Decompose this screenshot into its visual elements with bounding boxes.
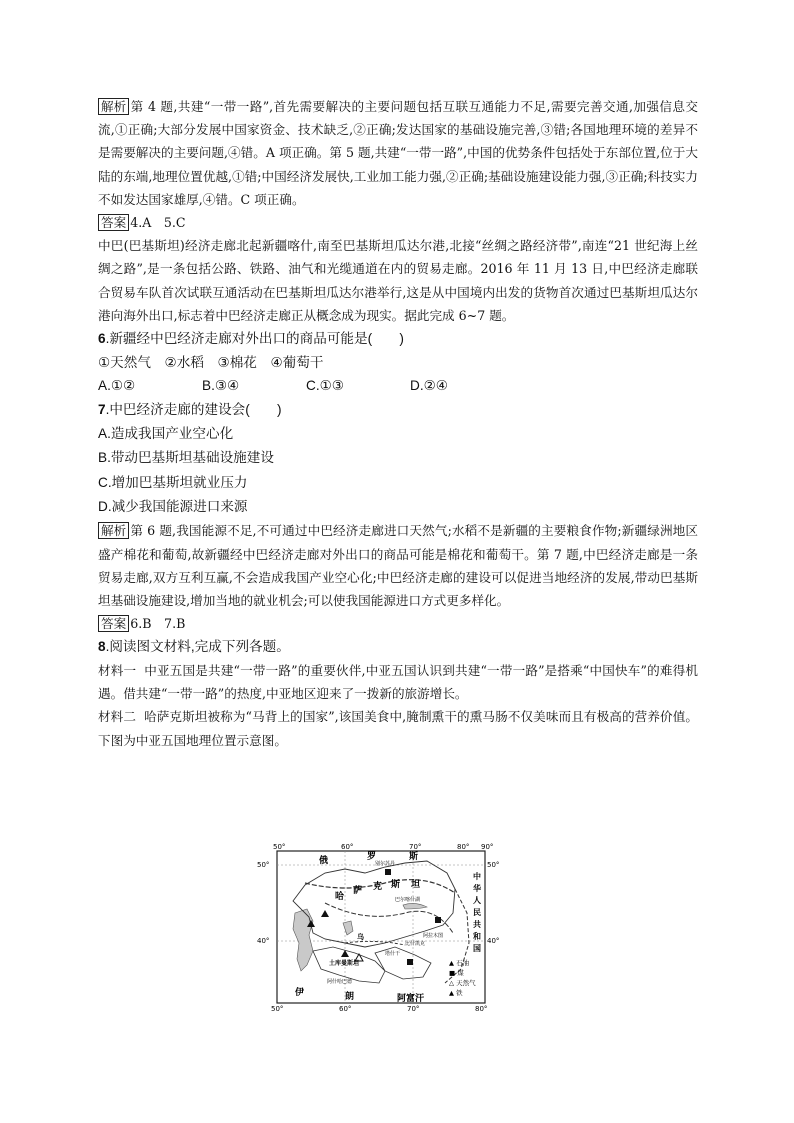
material-label: 材料一 bbox=[98, 663, 137, 679]
place-label: 阿拉木图 bbox=[423, 933, 444, 939]
central-asia-map bbox=[255, 843, 505, 1013]
country-label: 朗 bbox=[345, 992, 355, 1002]
answer-6-7 bbox=[98, 612, 698, 635]
china-label: 华 bbox=[473, 884, 481, 893]
china-label: 和 bbox=[473, 932, 481, 941]
question-number: 8 bbox=[98, 639, 106, 655]
page-content bbox=[98, 95, 698, 752]
material-2 bbox=[98, 705, 698, 751]
analysis-tag: 解析 bbox=[98, 522, 129, 539]
question-7 bbox=[98, 398, 698, 422]
analysis-4-5 bbox=[98, 95, 698, 211]
question-6 bbox=[98, 327, 698, 351]
lon-label: 70° bbox=[407, 1005, 420, 1013]
lat-label: 50° bbox=[257, 861, 270, 869]
answer-tag: 答案 bbox=[98, 214, 129, 231]
lon-label: 60° bbox=[341, 843, 354, 851]
country-label: 阿富汗 bbox=[397, 994, 425, 1004]
answer-text: 6.B 7.B bbox=[130, 616, 186, 632]
analysis-6-7 bbox=[98, 519, 698, 612]
place-label: 塔什干 bbox=[385, 951, 401, 957]
question-6-items: ①天然气 ②水稻 ③棉花 ④葡萄干 bbox=[98, 354, 324, 370]
china-label: 中 bbox=[473, 872, 481, 881]
analysis-text: 第 4 题,共建“一带一路”,首先需要解决的主要问题包括互联互通能力不足,需要完善交通,加强信息交流,①正确;大部分发展中国家资金、技术缺乏,②正确;发达国家的基础设施完善,③错;各国地理环境的差异不是需要解决的主要问题,④错。A 项正确。第 5 题,共建“一带一路”,中国的优势条件包括处于东部位置,位于大陆的东端,地理位置优越,①错;中国经济发展快,工业加工能力强,②正确;基础设施建设能力强,③正确;科技实力不如发达国家雄厚,④错。C 项正确。 bbox=[98, 99, 698, 207]
analysis-tag: 解析 bbox=[98, 98, 129, 115]
china-label: 国 bbox=[473, 944, 481, 953]
option-d[interactable]: D.②④ bbox=[410, 378, 448, 394]
lon-label: 50° bbox=[273, 843, 286, 851]
material-text: 哈萨克斯坦被称为“马背上的国家”,该国美食中,腌制熏干的熏马肠不仅美味而且有极高的营养价值。下图为中亚五国地理位置示意图。 bbox=[98, 709, 698, 748]
question-stem: .阅读图文材料,完成下列各题。 bbox=[105, 639, 290, 655]
analysis-text: 第 6 题,我国能源不足,不可通过中巴经济走廊进口天然气;水稻不是新疆的主要粮食作物;新疆绿洲地区盛产棉花和葡萄,故新疆经中巴经济走廊对外出口的商品可能是棉花和葡萄干。第 7 题,中巴经济走廊是一条贸易走廊,双方互利互赢,不会造成我国产业空心化;中巴经济走廊的建设可以促进当地经济的发展,带动巴基斯坦基础设施建设,增加当地的就业机会;可以使我国能源进口方式更多样化。 bbox=[98, 523, 698, 609]
country-label: 哈 bbox=[335, 892, 345, 902]
lat-label: 40° bbox=[487, 937, 500, 945]
china-label: 民 bbox=[473, 908, 481, 917]
lon-label: 60° bbox=[339, 1005, 352, 1013]
legend-oil: ▲ 石油 bbox=[449, 959, 470, 967]
legend-coal: ■ 煤 bbox=[449, 969, 464, 977]
place-label: 别尔苏丹 bbox=[375, 861, 396, 867]
option-a[interactable]: A.造成我国产业空心化 bbox=[98, 425, 234, 441]
lon-label: 50° bbox=[271, 1005, 284, 1013]
answer-text: 4.A 5.C bbox=[130, 215, 186, 231]
lat-label: 40° bbox=[257, 937, 270, 945]
question-stem: .新疆经中巴经济走廊对外出口的商品可能是( ) bbox=[105, 331, 404, 347]
country-label: 萨 bbox=[353, 886, 363, 896]
option-d[interactable]: D.减少我国能源进口来源 bbox=[98, 499, 248, 515]
material-label: 材料二 bbox=[98, 709, 137, 725]
country-label: 伊 bbox=[295, 988, 305, 998]
legend-gas: △ 天然气 bbox=[449, 979, 476, 987]
question-stem: .中巴经济走廊的建设会( ) bbox=[105, 402, 282, 418]
question-8 bbox=[98, 635, 698, 659]
option-c[interactable]: C.增加巴基斯坦就业压力 bbox=[98, 474, 248, 490]
material-1 bbox=[98, 659, 698, 705]
question-number: 7 bbox=[98, 402, 106, 418]
china-label: 人 bbox=[473, 896, 481, 905]
question-number: 6 bbox=[98, 331, 106, 347]
option-c[interactable]: C.①③ bbox=[306, 378, 344, 394]
lon-label: 80° bbox=[457, 843, 470, 851]
option-b[interactable]: B.带动巴基斯坦基础设施建设 bbox=[98, 450, 274, 466]
lon-label: 80° bbox=[475, 1005, 488, 1013]
material-text: 中亚五国是共建“一带一路”的重要伙伴,中亚五国认识到共建“一带一路”是搭乘“中国快车”的难得机遇。借共建“一带一路”的热度,中亚地区迎来了一拨新的旅游增长。 bbox=[98, 663, 698, 702]
place-label: 土库曼斯坦 bbox=[329, 960, 360, 967]
material-6-7: 中巴(巴基斯坦)经济走廊北起新疆喀什,南至巴基斯坦瓜达尔港,北接“丝绸之路经济带”,南连“21 世纪海上丝绸之路”,是一条包括公路、铁路、油气和光缆通道在内的贸易走廊。2016 年 11 月 13 日,中巴经济走廊联合贸易车队首次试联互通活动在巴基斯坦瓜达尔港举行,这是从中国境内出发的货物首次通过巴基斯坦瓜达尔港向海外出口,标志着中巴经济走廊正从概念成为现实。据此完成 6~7 题。 bbox=[98, 238, 698, 323]
china-label: 共 bbox=[473, 920, 481, 929]
country-label: 俄 bbox=[319, 856, 329, 866]
answer-4-5 bbox=[98, 211, 698, 234]
place-label: 阿什哈巴德 bbox=[327, 979, 353, 985]
lat-label: 50° bbox=[487, 861, 500, 869]
question-6-options bbox=[98, 374, 698, 398]
legend-iron: ▲ 铁 bbox=[449, 989, 463, 997]
option-a[interactable]: A.①② bbox=[98, 378, 136, 394]
country-label: 克 bbox=[373, 882, 383, 892]
country-label: 坦 bbox=[411, 880, 421, 890]
lon-label: 70° bbox=[409, 843, 422, 851]
country-label: 斯 bbox=[391, 880, 401, 890]
answer-tag: 答案 bbox=[98, 615, 129, 632]
country-label: 斯 bbox=[409, 852, 419, 862]
lon-label: 90° bbox=[481, 843, 494, 851]
option-b[interactable]: B.③④ bbox=[202, 378, 240, 394]
place-label: 乌 bbox=[357, 933, 364, 941]
map-svg bbox=[255, 843, 505, 1013]
place-label: 巴尔喀什湖 bbox=[395, 897, 421, 903]
place-label: 比什凯克 bbox=[405, 941, 426, 947]
country-label: 罗 bbox=[367, 852, 377, 862]
